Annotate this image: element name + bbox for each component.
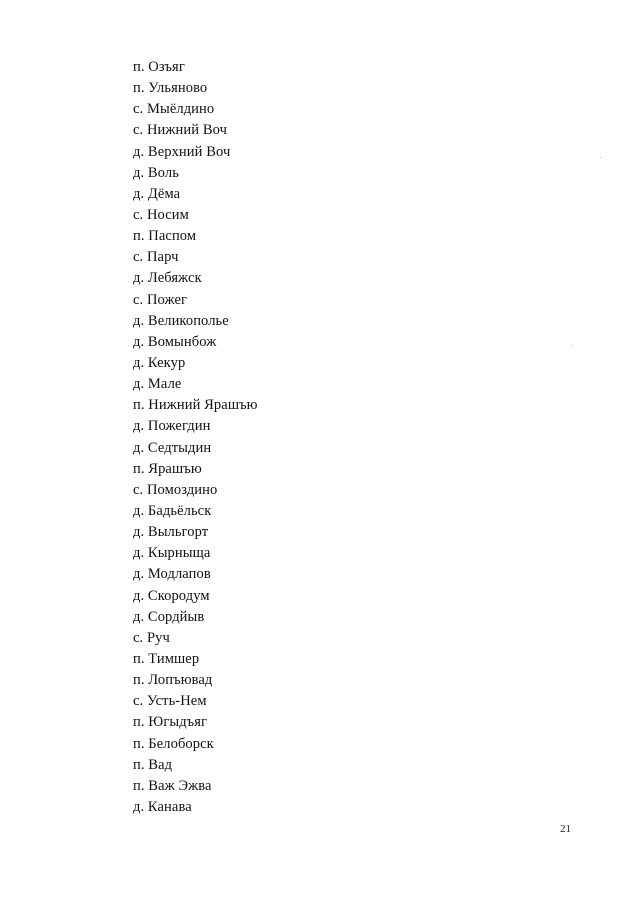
list-item: д. Дёма (133, 185, 181, 202)
list-item: д. Кырныща (133, 545, 211, 562)
list-item: с. Носим (133, 206, 189, 223)
list-item: д. Верхний Воч (133, 143, 231, 160)
list-item: п. Тимшер (133, 650, 200, 667)
list-item: д. Кекур (133, 354, 186, 371)
list-item: с. Мыёлдино (133, 101, 215, 118)
list-item: д. Канава (133, 798, 192, 815)
list-item: с. Пожег (133, 291, 188, 308)
list-item: п. Нижний Ярашъю (133, 397, 258, 414)
list-item: д. Бадьёльск (133, 502, 212, 519)
scan-speck (572, 345, 573, 346)
list-item: п. Озъяг (133, 59, 185, 75)
scan-speck (600, 157, 601, 158)
list-item: п. Важ Эжва (133, 777, 212, 794)
list-item: д. Великополье (133, 312, 229, 329)
list-item: п. Ярашъю (133, 460, 202, 477)
list-item: п. Югыдъяг (133, 714, 208, 731)
list-item: п. Паспом (133, 228, 197, 245)
list-item: д. Мале (133, 376, 182, 393)
list-item: д. Пожегдин (133, 418, 211, 435)
list-item: с. Нижний Воч (133, 122, 227, 139)
list-item: д. Воль (133, 164, 179, 181)
list-item: д. Сордйыв (133, 608, 205, 625)
list-item: с. Усть-Нем (133, 693, 207, 710)
list-item: с. Руч (133, 629, 170, 646)
settlement-list (133, 57, 258, 818)
list-item: д. Вомынбож (133, 333, 217, 350)
list-item: п. Белоборск (133, 735, 214, 752)
page-number: 21 (560, 823, 571, 835)
list-item: д. Скородум (133, 587, 210, 604)
list-item: п. Лопъювад (133, 672, 213, 689)
list-item: с. Парч (133, 249, 179, 266)
list-item: д. Выльгорт (133, 524, 209, 541)
list-item: д. Лебяжск (133, 270, 202, 287)
list-item: д. Модлапов (133, 566, 211, 583)
list-item: п. Ульяново (133, 80, 208, 97)
list-item: с. Помоздино (133, 481, 218, 498)
list-item: д. Седтыдин (133, 439, 212, 456)
list-item: п. Вад (133, 756, 173, 773)
